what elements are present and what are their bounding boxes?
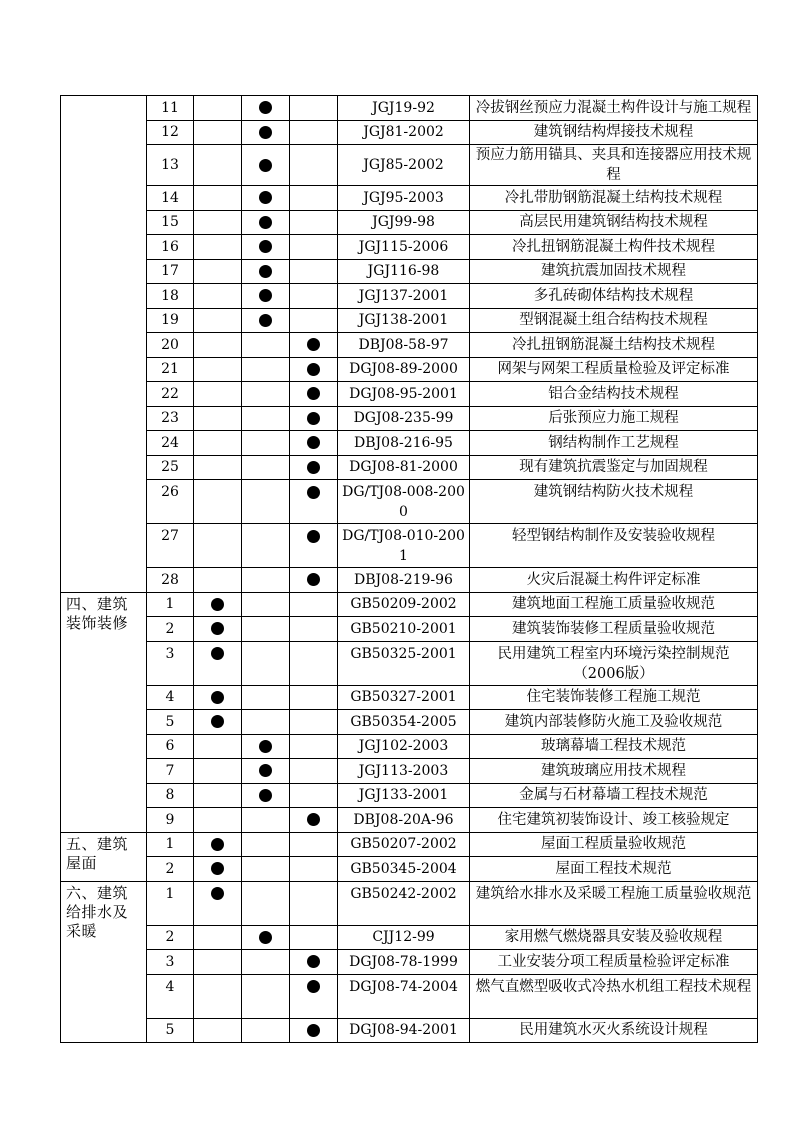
bullet-dot-icon bbox=[307, 363, 320, 376]
table-row bbox=[61, 950, 758, 975]
standard-code: JGJ116-98 bbox=[338, 259, 470, 284]
table-row bbox=[61, 259, 758, 284]
table-row bbox=[61, 382, 758, 407]
bullet-dot-icon bbox=[259, 216, 272, 229]
mark-column-2 bbox=[242, 235, 290, 260]
table-row bbox=[61, 857, 758, 882]
table-row bbox=[61, 974, 758, 1018]
mark-column-1 bbox=[194, 925, 242, 950]
standard-code: GB50327-2001 bbox=[338, 685, 470, 710]
table-row bbox=[61, 308, 758, 333]
row-number: 3 bbox=[147, 950, 194, 975]
standard-name: 家用燃气燃烧器具安装及验收规程 bbox=[470, 925, 758, 950]
mark-column-2 bbox=[242, 710, 290, 735]
mark-column-1 bbox=[194, 617, 242, 642]
mark-column-1 bbox=[194, 455, 242, 480]
standard-name: 屋面工程质量验收规范 bbox=[470, 832, 758, 857]
mark-column-1 bbox=[194, 832, 242, 857]
row-number: 1 bbox=[147, 832, 194, 857]
standard-code: JGJ81-2002 bbox=[338, 120, 470, 145]
row-number: 11 bbox=[147, 96, 194, 121]
row-number: 13 bbox=[147, 145, 194, 186]
bullet-dot-icon bbox=[307, 461, 320, 474]
mark-column-2 bbox=[242, 145, 290, 186]
mark-column-3 bbox=[290, 96, 338, 121]
mark-column-3 bbox=[290, 357, 338, 382]
mark-column-3 bbox=[290, 333, 338, 358]
row-number: 15 bbox=[147, 210, 194, 235]
table-row bbox=[61, 685, 758, 710]
mark-column-1 bbox=[194, 950, 242, 975]
table-row bbox=[61, 431, 758, 456]
standard-code: CJJ12-99 bbox=[338, 925, 470, 950]
mark-column-3 bbox=[290, 1018, 338, 1043]
table-row bbox=[61, 832, 758, 857]
row-number: 20 bbox=[147, 333, 194, 358]
bullet-dot-icon bbox=[211, 647, 224, 660]
mark-column-2 bbox=[242, 259, 290, 284]
row-number: 6 bbox=[147, 734, 194, 759]
standards-table bbox=[60, 95, 758, 1043]
mark-column-3 bbox=[290, 857, 338, 882]
mark-column-3 bbox=[290, 881, 338, 925]
table-row bbox=[61, 186, 758, 211]
mark-column-2 bbox=[242, 96, 290, 121]
row-number: 4 bbox=[147, 685, 194, 710]
table-row bbox=[61, 1018, 758, 1043]
table-row bbox=[61, 759, 758, 784]
mark-column-2 bbox=[242, 950, 290, 975]
mark-column-2 bbox=[242, 759, 290, 784]
table-row bbox=[61, 406, 758, 431]
standard-code: JGJ113-2003 bbox=[338, 759, 470, 784]
standard-code: DGJ08-81-2000 bbox=[338, 455, 470, 480]
bullet-dot-icon bbox=[307, 387, 320, 400]
mark-column-1 bbox=[194, 974, 242, 1018]
bullet-dot-icon bbox=[307, 813, 320, 826]
bullet-dot-icon bbox=[307, 1024, 320, 1037]
row-number: 21 bbox=[147, 357, 194, 382]
row-number: 2 bbox=[147, 617, 194, 642]
bullet-dot-icon bbox=[259, 789, 272, 802]
mark-column-1 bbox=[194, 284, 242, 309]
standard-name: 建筑钢结构焊接技术规程 bbox=[470, 120, 758, 145]
standard-code: JGJ137-2001 bbox=[338, 284, 470, 309]
standard-name: 钢结构制作工艺规程 bbox=[470, 431, 758, 456]
row-number: 12 bbox=[147, 120, 194, 145]
mark-column-2 bbox=[242, 881, 290, 925]
standard-name: 冷扎带肋钢筋混凝土结构技术规程 bbox=[470, 186, 758, 211]
mark-column-1 bbox=[194, 357, 242, 382]
standard-name: 火灾后混凝土构件评定标准 bbox=[470, 568, 758, 593]
mark-column-3 bbox=[290, 145, 338, 186]
mark-column-3 bbox=[290, 210, 338, 235]
row-number: 1 bbox=[147, 881, 194, 925]
mark-column-1 bbox=[194, 685, 242, 710]
mark-column-3 bbox=[290, 685, 338, 710]
table-row bbox=[61, 455, 758, 480]
mark-column-3 bbox=[290, 925, 338, 950]
bullet-dot-icon bbox=[259, 289, 272, 302]
mark-column-3 bbox=[290, 950, 338, 975]
standard-name: 民用建筑水灭火系统设计规程 bbox=[470, 1018, 758, 1043]
row-number: 26 bbox=[147, 480, 194, 524]
row-number: 18 bbox=[147, 284, 194, 309]
standard-code: DBJ08-216-95 bbox=[338, 431, 470, 456]
standard-name: 建筑抗震加固技术规程 bbox=[470, 259, 758, 284]
mark-column-3 bbox=[290, 592, 338, 617]
mark-column-1 bbox=[194, 186, 242, 211]
standard-code: GB50354-2005 bbox=[338, 710, 470, 735]
mark-column-3 bbox=[290, 382, 338, 407]
mark-column-3 bbox=[290, 480, 338, 524]
mark-column-1 bbox=[194, 592, 242, 617]
standard-name: 工业安装分项工程质量检验评定标准 bbox=[470, 950, 758, 975]
row-number: 3 bbox=[147, 641, 194, 685]
standard-code: GB50207-2002 bbox=[338, 832, 470, 857]
row-number: 8 bbox=[147, 783, 194, 808]
row-number: 7 bbox=[147, 759, 194, 784]
standard-code: JGJ85-2002 bbox=[338, 145, 470, 186]
mark-column-3 bbox=[290, 734, 338, 759]
mark-column-1 bbox=[194, 235, 242, 260]
standard-code: JGJ138-2001 bbox=[338, 308, 470, 333]
mark-column-2 bbox=[242, 480, 290, 524]
row-number: 27 bbox=[147, 524, 194, 568]
mark-column-1 bbox=[194, 808, 242, 833]
standard-code: JGJ95-2003 bbox=[338, 186, 470, 211]
standard-code: JGJ19-92 bbox=[338, 96, 470, 121]
standard-code: GB50242-2002 bbox=[338, 881, 470, 925]
standard-name: 建筑装饰装修工程质量验收规范 bbox=[470, 617, 758, 642]
table-row bbox=[61, 617, 758, 642]
standard-name: 铝合金结构技术规程 bbox=[470, 382, 758, 407]
standard-name: 预应力筋用锚具、夹具和连接器应用技术规程 bbox=[470, 145, 758, 186]
standard-code: DG/TJ08-008-2000 bbox=[338, 480, 470, 524]
bullet-dot-icon bbox=[259, 265, 272, 278]
standard-name: 冷扎扭钢筋混凝土构件技术规程 bbox=[470, 235, 758, 260]
mark-column-3 bbox=[290, 259, 338, 284]
standard-name: 后张预应力施工规程 bbox=[470, 406, 758, 431]
bullet-dot-icon bbox=[259, 314, 272, 327]
mark-column-2 bbox=[242, 685, 290, 710]
standard-name: 冷拔钢丝预应力混凝土构件设计与施工规程 bbox=[470, 96, 758, 121]
mark-column-3 bbox=[290, 455, 338, 480]
bullet-dot-icon bbox=[307, 412, 320, 425]
mark-column-2 bbox=[242, 1018, 290, 1043]
standard-name: 多孔砖砌体结构技术规程 bbox=[470, 284, 758, 309]
standard-code: GB50209-2002 bbox=[338, 592, 470, 617]
table-row bbox=[61, 145, 758, 186]
standard-code: JGJ115-2006 bbox=[338, 235, 470, 260]
table-row bbox=[61, 524, 758, 568]
mark-column-2 bbox=[242, 406, 290, 431]
mark-column-1 bbox=[194, 120, 242, 145]
mark-column-1 bbox=[194, 881, 242, 925]
standard-code: DGJ08-78-1999 bbox=[338, 950, 470, 975]
row-number: 25 bbox=[147, 455, 194, 480]
bullet-dot-icon bbox=[307, 980, 320, 993]
table-row bbox=[61, 210, 758, 235]
standard-code: DGJ08-94-2001 bbox=[338, 1018, 470, 1043]
row-number: 9 bbox=[147, 808, 194, 833]
row-number: 5 bbox=[147, 710, 194, 735]
mark-column-1 bbox=[194, 96, 242, 121]
mark-column-2 bbox=[242, 382, 290, 407]
row-number: 2 bbox=[147, 857, 194, 882]
bullet-dot-icon bbox=[211, 598, 224, 611]
mark-column-2 bbox=[242, 617, 290, 642]
standard-code: DGJ08-95-2001 bbox=[338, 382, 470, 407]
standard-name: 建筑地面工程施工质量验收规范 bbox=[470, 592, 758, 617]
bullet-dot-icon bbox=[211, 622, 224, 635]
mark-column-2 bbox=[242, 857, 290, 882]
bullet-dot-icon bbox=[259, 764, 272, 777]
standard-name: 现有建筑抗震鉴定与加固规程 bbox=[470, 455, 758, 480]
standard-name: 住宅装饰装修工程施工规范 bbox=[470, 685, 758, 710]
table-row bbox=[61, 235, 758, 260]
mark-column-1 bbox=[194, 783, 242, 808]
bullet-dot-icon bbox=[307, 955, 320, 968]
table-row bbox=[61, 120, 758, 145]
table-row bbox=[61, 357, 758, 382]
row-number: 2 bbox=[147, 925, 194, 950]
table-row bbox=[61, 783, 758, 808]
mark-column-1 bbox=[194, 333, 242, 358]
mark-column-3 bbox=[290, 568, 338, 593]
table-row bbox=[61, 592, 758, 617]
bullet-dot-icon bbox=[211, 862, 224, 875]
bullet-dot-icon bbox=[259, 240, 272, 253]
bullet-dot-icon bbox=[259, 159, 272, 172]
category-cell: 四、建筑装饰装修 bbox=[61, 592, 147, 832]
mark-column-2 bbox=[242, 568, 290, 593]
table-row bbox=[61, 641, 758, 685]
standard-name: 建筑钢结构防火技术规程 bbox=[470, 480, 758, 524]
table-row bbox=[61, 284, 758, 309]
mark-column-3 bbox=[290, 710, 338, 735]
row-number: 23 bbox=[147, 406, 194, 431]
row-number: 22 bbox=[147, 382, 194, 407]
mark-column-1 bbox=[194, 568, 242, 593]
standard-code: GB50210-2001 bbox=[338, 617, 470, 642]
mark-column-2 bbox=[242, 808, 290, 833]
table-row bbox=[61, 333, 758, 358]
bullet-dot-icon bbox=[259, 740, 272, 753]
mark-column-1 bbox=[194, 145, 242, 186]
mark-column-1 bbox=[194, 210, 242, 235]
bullet-dot-icon bbox=[211, 691, 224, 704]
standard-code: DGJ08-235-99 bbox=[338, 406, 470, 431]
mark-column-3 bbox=[290, 783, 338, 808]
row-number: 4 bbox=[147, 974, 194, 1018]
mark-column-1 bbox=[194, 524, 242, 568]
mark-column-1 bbox=[194, 382, 242, 407]
standard-name: 网架与网架工程质量检验及评定标准 bbox=[470, 357, 758, 382]
mark-column-2 bbox=[242, 974, 290, 1018]
standard-name: 金属与石材幕墙工程技术规范 bbox=[470, 783, 758, 808]
bullet-dot-icon bbox=[307, 338, 320, 351]
mark-column-3 bbox=[290, 617, 338, 642]
standard-name: 住宅建筑初装饰设计、竣工核验规定 bbox=[470, 808, 758, 833]
mark-column-3 bbox=[290, 186, 338, 211]
standard-code: JGJ133-2001 bbox=[338, 783, 470, 808]
mark-column-2 bbox=[242, 524, 290, 568]
standard-code: JGJ99-98 bbox=[338, 210, 470, 235]
mark-column-1 bbox=[194, 431, 242, 456]
mark-column-1 bbox=[194, 734, 242, 759]
standard-code: GB50325-2001 bbox=[338, 641, 470, 685]
standard-name: 民用建筑工程室内环境污染控制规范（2006版） bbox=[470, 641, 758, 685]
mark-column-2 bbox=[242, 431, 290, 456]
category-cell: 五、建筑屋面 bbox=[61, 832, 147, 881]
mark-column-3 bbox=[290, 308, 338, 333]
standard-code: JGJ102-2003 bbox=[338, 734, 470, 759]
mark-column-2 bbox=[242, 783, 290, 808]
row-number: 24 bbox=[147, 431, 194, 456]
row-number: 14 bbox=[147, 186, 194, 211]
bullet-dot-icon bbox=[211, 838, 224, 851]
mark-column-3 bbox=[290, 974, 338, 1018]
category-cell: 六、建筑给排水及采暖 bbox=[61, 881, 147, 1043]
standard-name: 燃气直燃型吸收式冷热水机组工程技术规程 bbox=[470, 974, 758, 1018]
mark-column-1 bbox=[194, 406, 242, 431]
bullet-dot-icon bbox=[307, 486, 320, 499]
bullet-dot-icon bbox=[307, 436, 320, 449]
row-number: 28 bbox=[147, 568, 194, 593]
mark-column-3 bbox=[290, 832, 338, 857]
table-row bbox=[61, 808, 758, 833]
mark-column-3 bbox=[290, 808, 338, 833]
mark-column-1 bbox=[194, 480, 242, 524]
table-row bbox=[61, 96, 758, 121]
category-cell bbox=[61, 96, 147, 593]
mark-column-2 bbox=[242, 210, 290, 235]
table-row bbox=[61, 568, 758, 593]
standards-table-body bbox=[61, 96, 758, 1043]
standard-name: 轻型钢结构制作及安装验收规程 bbox=[470, 524, 758, 568]
mark-column-2 bbox=[242, 832, 290, 857]
bullet-dot-icon bbox=[259, 101, 272, 114]
table-row bbox=[61, 734, 758, 759]
standard-name: 高层民用建筑钢结构技术规程 bbox=[470, 210, 758, 235]
mark-column-3 bbox=[290, 235, 338, 260]
row-number: 5 bbox=[147, 1018, 194, 1043]
mark-column-2 bbox=[242, 308, 290, 333]
standard-code: DGJ08-74-2004 bbox=[338, 974, 470, 1018]
mark-column-2 bbox=[242, 925, 290, 950]
bullet-dot-icon bbox=[211, 887, 224, 900]
standard-code: DBJ08-219-96 bbox=[338, 568, 470, 593]
row-number: 1 bbox=[147, 592, 194, 617]
mark-column-2 bbox=[242, 734, 290, 759]
standard-name: 建筑给水排水及采暖工程施工质量验收规范 bbox=[470, 881, 758, 925]
standard-code: DG/TJ08-010-2001 bbox=[338, 524, 470, 568]
mark-column-3 bbox=[290, 641, 338, 685]
mark-column-1 bbox=[194, 308, 242, 333]
bullet-dot-icon bbox=[307, 573, 320, 586]
row-number: 16 bbox=[147, 235, 194, 260]
bullet-dot-icon bbox=[259, 191, 272, 204]
bullet-dot-icon bbox=[259, 931, 272, 944]
row-number: 19 bbox=[147, 308, 194, 333]
mark-column-2 bbox=[242, 120, 290, 145]
mark-column-2 bbox=[242, 284, 290, 309]
mark-column-3 bbox=[290, 284, 338, 309]
mark-column-3 bbox=[290, 524, 338, 568]
mark-column-2 bbox=[242, 186, 290, 211]
mark-column-3 bbox=[290, 120, 338, 145]
standard-name: 建筑内部装修防火施工及验收规范 bbox=[470, 710, 758, 735]
table-row bbox=[61, 881, 758, 925]
mark-column-2 bbox=[242, 641, 290, 685]
bullet-dot-icon bbox=[259, 126, 272, 139]
mark-column-2 bbox=[242, 455, 290, 480]
mark-column-1 bbox=[194, 1018, 242, 1043]
mark-column-3 bbox=[290, 431, 338, 456]
standard-name: 玻璃幕墙工程技术规范 bbox=[470, 734, 758, 759]
mark-column-2 bbox=[242, 333, 290, 358]
standard-code: GB50345-2004 bbox=[338, 857, 470, 882]
table-row bbox=[61, 480, 758, 524]
row-number: 17 bbox=[147, 259, 194, 284]
standard-name: 型钢混凝土组合结构技术规程 bbox=[470, 308, 758, 333]
standard-code: DBJ08-20A-96 bbox=[338, 808, 470, 833]
standard-code: DGJ08-89-2000 bbox=[338, 357, 470, 382]
mark-column-2 bbox=[242, 357, 290, 382]
mark-column-1 bbox=[194, 259, 242, 284]
mark-column-3 bbox=[290, 406, 338, 431]
mark-column-3 bbox=[290, 759, 338, 784]
mark-column-1 bbox=[194, 759, 242, 784]
mark-column-2 bbox=[242, 592, 290, 617]
mark-column-1 bbox=[194, 857, 242, 882]
table-row bbox=[61, 710, 758, 735]
bullet-dot-icon bbox=[211, 715, 224, 728]
standard-code: DBJ08-58-97 bbox=[338, 333, 470, 358]
table-row bbox=[61, 925, 758, 950]
bullet-dot-icon bbox=[307, 530, 320, 543]
standard-name: 建筑玻璃应用技术规程 bbox=[470, 759, 758, 784]
standard-name: 冷扎扭钢筋混凝土结构技术规程 bbox=[470, 333, 758, 358]
mark-column-1 bbox=[194, 710, 242, 735]
standard-name: 屋面工程技术规范 bbox=[470, 857, 758, 882]
mark-column-1 bbox=[194, 641, 242, 685]
